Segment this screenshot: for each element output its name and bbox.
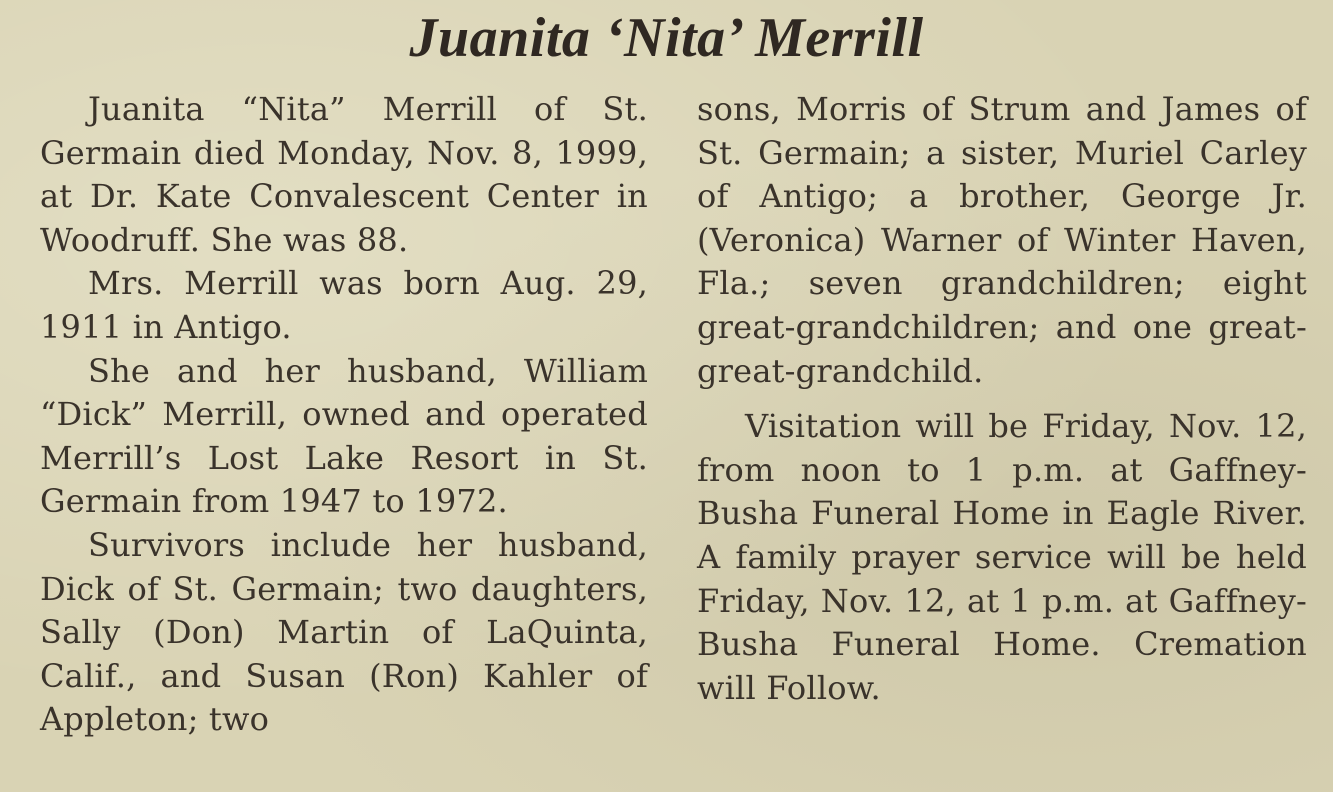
paragraph-resort: She and her husband, William “Dick” Merrill, owned and operated Merrill’s Lost Lake Resort in St. Germain from 1947 to 1972. [40, 351, 648, 521]
paragraph-survivors-start: Survivors include her husband, Dick of St. Germain; two daughters, Sally (Don) Martin of LaQuinta, Calif., and Susan (Ron) Kahler of Appleton; two [40, 525, 648, 739]
paragraph-death-notice: Juanita “Nita” Merrill of St. Germain died Monday, Nov. 8, 1999, at Dr. Kate Convalescent Center in Woodruff. She was 88. [40, 90, 648, 259]
paragraph-survivors-continued: sons, Morris of Strum and James of St. Germain; a sister, Muriel Carley of Antigo; a brother, George Jr. (Veronica) Warner of Winter Haven, Fla.; seven grandchildren; eight great-grandchildren; and one great-great-grandchild. [697, 90, 1307, 390]
right-column [697, 88, 1307, 710]
paragraph-visitation: Visitation will be Friday, Nov. 12, from noon to 1 p.m. at Gaffney-Busha Funeral Home in Eagle River. A family prayer service will be held Friday, Nov. 12, at 1 p.m. at Gaffney-Busha Funeral Home. Cremation will Follow. [697, 407, 1307, 707]
left-column [40, 88, 648, 742]
paragraph-birth: Mrs. Merrill was born Aug. 29, 1911 in Antigo. [40, 264, 648, 346]
obituary-title: Juanita ‘Nita’ Merrill [409, 7, 924, 69]
